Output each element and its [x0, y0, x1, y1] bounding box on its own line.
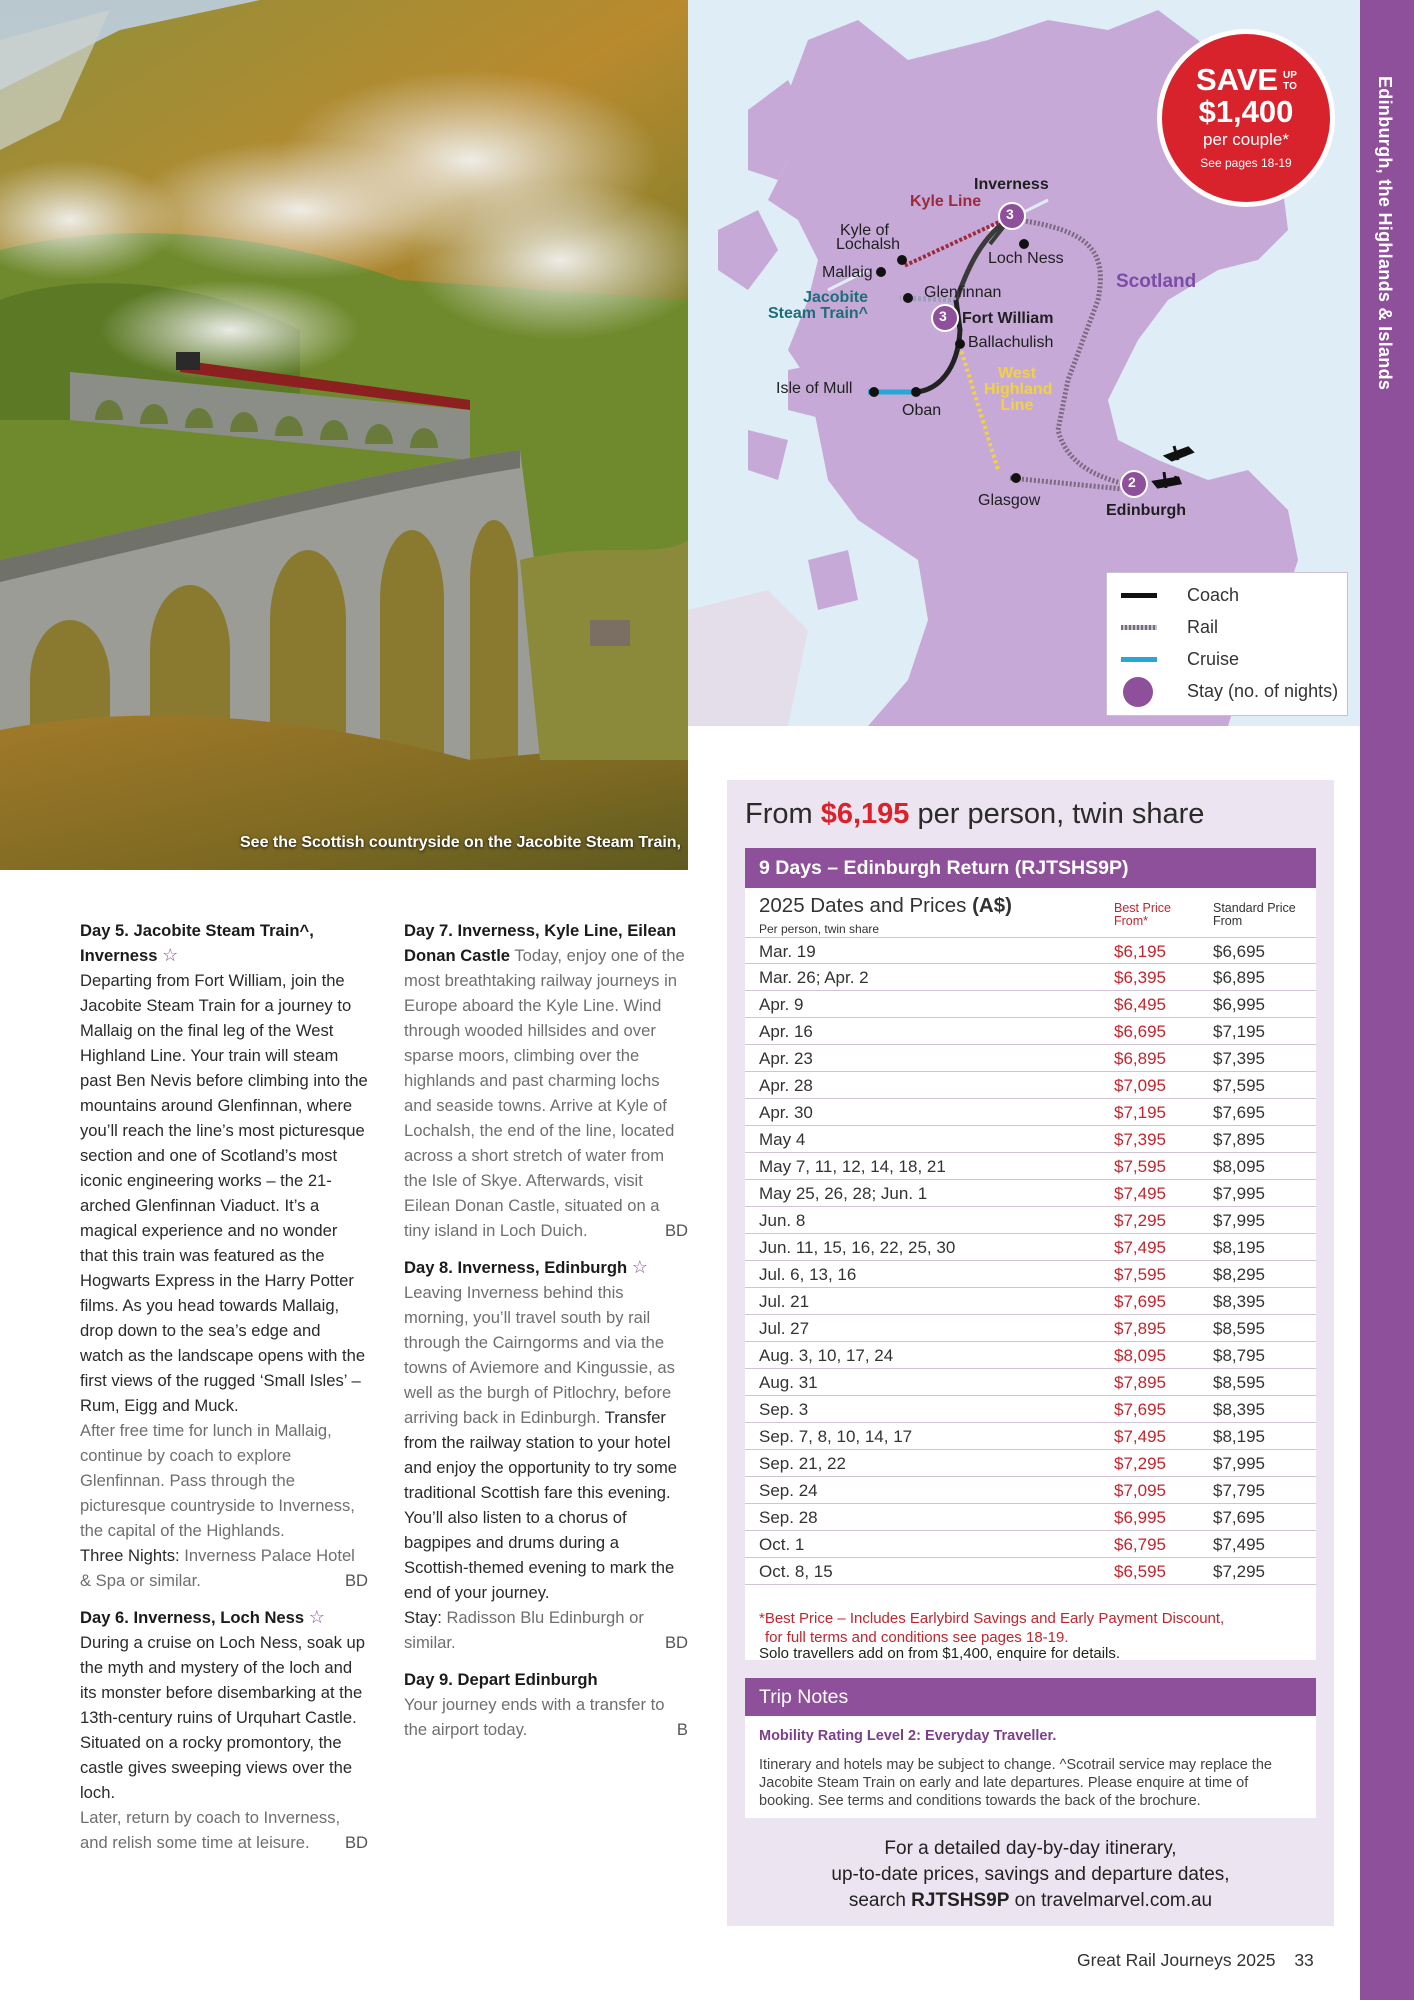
legend-cruise — [1121, 645, 1345, 673]
day-9-title: Day 9. Depart Edinburgh — [404, 1670, 598, 1689]
from-prefix: From — [745, 798, 813, 830]
table-currency: (A$) — [972, 894, 1012, 917]
row-best-price: $7,495 — [1114, 1238, 1166, 1257]
star-icon: ☆ — [162, 945, 179, 965]
row-standard-price: $7,395 — [1213, 1049, 1265, 1068]
row-standard-price: $7,895 — [1213, 1130, 1265, 1149]
table-title-text: 2025 Dates and Prices — [759, 894, 967, 917]
rail-swatch-icon — [1121, 625, 1157, 630]
map-label-jacobite: Jacobite — [803, 289, 868, 306]
map-label-edinburgh: Edinburgh — [1106, 502, 1186, 519]
row-standard-price: $8,195 — [1213, 1427, 1265, 1446]
photo-caption: See the Scottish countryside on the Jacobite Steam Train, — [240, 834, 681, 851]
from-suffix: per person, twin share — [917, 798, 1205, 830]
day-7-meals: BD — [664, 1221, 688, 1240]
legend-rail-label: Rail — [1187, 617, 1219, 637]
cruise-swatch-icon — [1121, 657, 1157, 662]
map-label-line: Line — [1000, 397, 1034, 414]
hero-photo — [0, 0, 688, 870]
row-date: Jul. 27 — [759, 1319, 810, 1338]
table-row — [745, 1342, 1316, 1369]
row-standard-price: $8,795 — [1213, 1346, 1265, 1365]
solo-traveller-note: Solo travellers add on from $1,400, enquire for details. — [759, 1645, 1121, 1662]
legend-cruise-label: Cruise — [1187, 649, 1240, 669]
table-row — [745, 1045, 1316, 1072]
map-label-kyle-of: Kyle of — [840, 222, 889, 239]
map-label-steam-train: Steam Train^ — [767, 305, 868, 322]
day-5-stay-label: Three Nights: — [80, 1546, 180, 1565]
map-label-ballachulish: Ballachulish — [968, 334, 1054, 351]
badge-per-couple: per couple* — [1202, 130, 1289, 149]
table-row — [745, 1018, 1316, 1045]
row-best-price: $7,695 — [1114, 1400, 1166, 1419]
trip-notes-box — [745, 1716, 1316, 1818]
row-best-price: $6,595 — [1114, 1562, 1166, 1581]
cta-tour-code: RJTSHS9P — [911, 1890, 1010, 1911]
map-label-lochalsh: Lochalsh — [836, 236, 901, 253]
day-7-text-grey: Today, enjoy one of the most breathtaking railway journeys in Europe aboard the Kyle Line. Wind through wooded hillsides and over sparse moors, climbing over the highlands and past charming lochs and seaside towns. Arrive at Kyle of Lochalsh, the end of the line, located across a short stretch of water from the Isle of Skye. Afterwards, visit Eilean Donan Castle, situated on a tiny island in Loch Duich. — [404, 946, 685, 1240]
row-standard-price: $8,395 — [1213, 1292, 1265, 1311]
table-subtitle: Per person, twin share — [759, 922, 880, 936]
save-badge — [1162, 34, 1330, 202]
day-8-stay-hotel: Radisson Blu Edinburgh or similar. — [404, 1608, 644, 1652]
best-price-note-line-2: for full terms and conditions see pages 18-19. — [765, 1629, 1069, 1646]
trip-notes-title: Trip Notes — [745, 1678, 1316, 1716]
table-row — [745, 1558, 1316, 1585]
row-date: Sep. 3 — [759, 1400, 809, 1419]
table-row — [745, 1180, 1316, 1207]
column-header-best-price — [1114, 902, 1204, 928]
mobility-rating: Mobility Rating Level 2: Everyday Traveller. — [759, 1728, 1057, 1744]
from-price-line — [745, 798, 1204, 831]
badge-save-text: SAVE — [1195, 62, 1279, 97]
map-label-inverness: Inverness — [974, 176, 1049, 193]
row-standard-price: $7,195 — [1213, 1022, 1265, 1041]
day-8 — [404, 1255, 688, 1655]
row-date: Aug. 31 — [759, 1373, 818, 1392]
table-row — [745, 1423, 1316, 1450]
cta-search: search — [848, 1890, 906, 1911]
sidebar-title: Edinburgh, the Highlands & Islands — [1375, 76, 1395, 391]
tour-title-bar: 9 Days – Edinburgh Return (RJTSHS9P) — [745, 848, 1316, 888]
row-date: Jun. 11, 15, 16, 22, 25, 30 — [759, 1238, 956, 1257]
call-to-action — [727, 1836, 1334, 1914]
table-row — [745, 1288, 1316, 1315]
day-6-grey-row — [80, 1805, 368, 1855]
day-8-stay-label: Stay: — [404, 1608, 442, 1627]
row-best-price: $6,995 — [1114, 1508, 1166, 1527]
coach-swatch-icon — [1121, 593, 1157, 598]
map-label-west: West — [998, 365, 1036, 382]
table-row — [745, 964, 1316, 991]
row-date: May 7, 11, 12, 14, 18, 21 — [759, 1157, 946, 1176]
row-best-price: $7,495 — [1114, 1184, 1166, 1203]
table-row — [745, 1504, 1316, 1531]
row-date: May 4 — [759, 1130, 806, 1149]
row-standard-price: $8,195 — [1213, 1238, 1265, 1257]
day-6-text: During a cruise on Loch Ness, soak up the myth and mystery of the loch and its monster before disembarking at the 13th-century ruins of Urquhart Castle. Situated on a rocky promontory, the castle gives sweeping views over the loch. — [80, 1633, 366, 1802]
row-standard-price: $7,495 — [1213, 1535, 1265, 1554]
cta-website[interactable]: on travelmarvel.com.au — [1014, 1890, 1213, 1911]
footer-title: Great Rail Journeys 2025 — [1077, 1950, 1276, 1970]
table-row — [745, 1099, 1316, 1126]
table-row — [745, 991, 1316, 1018]
row-best-price: $6,395 — [1114, 968, 1166, 987]
stay-swatch-icon — [1123, 677, 1153, 707]
best-price-note — [759, 1609, 1309, 1647]
table-row — [745, 1234, 1316, 1261]
row-best-price: $6,895 — [1114, 1049, 1166, 1068]
itinerary-column-1 — [80, 918, 368, 1867]
row-standard-price: $7,695 — [1213, 1103, 1265, 1122]
day-6-text-grey: Later, return by coach to Inverness, and relish some time at leisure. — [80, 1808, 341, 1852]
row-date: Sep. 7, 8, 10, 14, 17 — [759, 1427, 913, 1446]
day-8-title: Day 8. Inverness, Edinburgh — [404, 1258, 628, 1277]
row-best-price: $7,895 — [1114, 1319, 1166, 1338]
row-best-price: $7,095 — [1114, 1076, 1166, 1095]
map-label-scotland: Scotland — [1116, 271, 1197, 292]
standard-price-header-1: Standard Price — [1213, 901, 1296, 915]
star-icon: ☆ — [631, 1257, 648, 1277]
stay-count-fort-william: 3 — [939, 308, 947, 324]
map-label-highland: Highland — [984, 381, 1053, 398]
map-label-jacobite-steam-train — [754, 290, 868, 322]
map-label-isle-of-mull: Isle of Mull — [776, 380, 853, 397]
row-date: Mar. 26; Apr. 2 — [759, 968, 869, 987]
price-panel — [727, 780, 1334, 1926]
best-price-header-2: From* — [1114, 914, 1149, 928]
map-label-mallaig: Mallaig — [822, 264, 873, 281]
row-date: Jul. 21 — [759, 1292, 810, 1311]
row-best-price: $7,195 — [1114, 1103, 1166, 1122]
row-best-price: $7,295 — [1114, 1454, 1166, 1473]
day-5-text-grey: After free time for lunch in Mallaig, continue by coach to explore Glenfinnan. Pass through the picturesque countryside to Inverness, the capital of the Highlands. — [80, 1421, 355, 1540]
row-date: Sep. 24 — [759, 1481, 818, 1500]
day-6-title: Day 6. Inverness, Loch Ness — [80, 1608, 305, 1627]
day-7-title: Day 7. Inverness, Kyle Line, Eilean Donan Castle — [404, 921, 677, 965]
cta-line-2: up-to-date prices, savings and departure dates, — [831, 1864, 1230, 1885]
table-title — [759, 894, 1012, 918]
price-table — [745, 888, 1316, 1660]
row-best-price: $6,695 — [1114, 1022, 1166, 1041]
badge-see-pages: See pages 18-19 — [1200, 156, 1292, 170]
row-standard-price: $6,695 — [1213, 942, 1265, 961]
day-6 — [80, 1605, 368, 1855]
map-legend — [1106, 572, 1348, 716]
row-standard-price: $7,695 — [1213, 1508, 1265, 1527]
row-best-price: $7,895 — [1114, 1373, 1166, 1392]
map-label-glasgow: Glasgow — [978, 492, 1041, 509]
row-standard-price: $7,795 — [1213, 1481, 1265, 1500]
table-row — [745, 1072, 1316, 1099]
legend-coach — [1121, 581, 1345, 609]
table-row — [745, 1315, 1316, 1342]
table-row — [745, 1126, 1316, 1153]
row-best-price: $7,395 — [1114, 1130, 1166, 1149]
row-best-price: $8,095 — [1114, 1346, 1166, 1365]
map-label-fort-william: Fort William — [962, 310, 1054, 327]
row-standard-price: $8,395 — [1213, 1400, 1265, 1419]
legend-stay-label: Stay (no. of nights) — [1187, 681, 1339, 701]
row-best-price: $6,495 — [1114, 995, 1166, 1014]
trip-notes-text: Itinerary and hotels may be subject to change. ^Scotrail service may replace the Jacobite Steam Train on early and late departures. Please enquire at time of booking. See terms and conditions towards the back of the brochure. — [759, 1757, 1272, 1809]
row-date: Apr. 23 — [759, 1049, 813, 1068]
table-row — [745, 1396, 1316, 1423]
row-standard-price: $7,295 — [1213, 1562, 1265, 1581]
day-8-text-grey: Leaving Inverness behind this morning, you’ll travel south by rail through the Cairngorms and via the towns of Aviemore and Kingussie, as well as the burgh of Pitlochry, before arriving back in Edinburgh. — [404, 1283, 675, 1427]
row-date: Oct. 1 — [759, 1535, 805, 1554]
row-date: Sep. 28 — [759, 1508, 818, 1527]
row-standard-price: $8,095 — [1213, 1157, 1265, 1176]
row-date: Sep. 21, 22 — [759, 1454, 846, 1473]
legend-coach-label: Coach — [1187, 585, 1240, 605]
row-date: Mar. 19 — [759, 942, 816, 961]
badge-amount: $1,400 — [1198, 94, 1294, 129]
day-9-meals: B — [676, 1720, 688, 1739]
day-6-meals: BD — [344, 1833, 368, 1852]
row-standard-price: $8,295 — [1213, 1265, 1265, 1284]
row-best-price: $6,195 — [1114, 942, 1166, 961]
row-best-price: $6,795 — [1114, 1535, 1166, 1554]
map-label-oban: Oban — [902, 402, 942, 419]
legend-rail — [1121, 613, 1345, 641]
row-standard-price: $8,595 — [1213, 1319, 1265, 1338]
table-row — [745, 1153, 1316, 1180]
itinerary-column-2 — [404, 918, 688, 1754]
row-standard-price: $7,995 — [1213, 1184, 1265, 1203]
page-footer — [1077, 1950, 1314, 1971]
table-row — [745, 937, 1316, 964]
row-standard-price: $7,995 — [1213, 1211, 1265, 1230]
day-5-stay — [80, 1543, 368, 1593]
row-standard-price: $7,995 — [1213, 1454, 1265, 1473]
row-date: May 25, 26, 28; Jun. 1 — [759, 1184, 928, 1203]
day-7 — [404, 918, 688, 1243]
day-5-text: Departing from Fort William, join the Jacobite Steam Train for a journey to Mallaig on the final leg of the West Highland Line. Your train will steam past Ben Nevis before climbing into the mountains around Glenfinnan, where you’ll reach the line’s most picturesque section and one of Scotland’s most iconic engineering works – the 21-arched Glenfinnan Viaduct. It’s a magical experience and no wonder that this train was featured as the Hogwarts Express in the Harry Potter films. As you head towards Mallaig, drop down to the sea’s edge and watch as the landscape opens with the first views of the rugged ‘Small Isles’ – Rum, Eigg and Muck. — [80, 971, 368, 1415]
row-standard-price: $6,895 — [1213, 968, 1265, 987]
stay-count-edinburgh: 2 — [1128, 474, 1136, 490]
map-label-west-highland-line — [984, 365, 1053, 414]
day-5-stay-hotel: Inverness Palace Hotel & Spa or similar. — [80, 1546, 355, 1590]
cta-line-1: For a detailed day-by-day itinerary, — [884, 1838, 1177, 1859]
table-row — [745, 1477, 1316, 1504]
day-5-title: Day 5. Jacobite Steam Train^, Inverness — [80, 921, 314, 965]
table-row — [745, 1261, 1316, 1288]
map-label-kyle-line: Kyle Line — [910, 193, 982, 210]
day-9 — [404, 1667, 688, 1742]
row-best-price: $7,495 — [1114, 1427, 1166, 1446]
stay-count-inverness: 3 — [1006, 206, 1014, 222]
row-standard-price: $8,595 — [1213, 1373, 1265, 1392]
legend-stay — [1121, 677, 1345, 705]
row-date: Apr. 30 — [759, 1103, 813, 1122]
row-date: Oct. 8, 15 — [759, 1562, 833, 1581]
star-icon: ☆ — [308, 1607, 325, 1627]
day-5-meals: BD — [344, 1571, 368, 1590]
row-date: Apr. 16 — [759, 1022, 813, 1041]
map-label-glenfinnan: Glenfinnan — [924, 284, 1002, 301]
row-date: Apr. 28 — [759, 1076, 813, 1095]
day-9-text-grey: Your journey ends with a transfer to the airport today. — [404, 1695, 665, 1739]
badge-up-to: UP TO — [1283, 70, 1297, 92]
column-header-standard-price — [1213, 902, 1313, 928]
day-8-text: Transfer from the railway station to your hotel and enjoy the opportunity to try some traditional Scottish fare this evening. You’ll also listen to a chorus of bagpipes and drums during a Scottish-themed evening to mark the end of your journey. — [404, 1408, 678, 1602]
best-price-note-line-1: *Best Price – Includes Earlybird Savings and Early Payment Discount, — [759, 1610, 1225, 1627]
row-best-price: $7,695 — [1114, 1292, 1166, 1311]
table-row — [745, 1450, 1316, 1477]
standard-price-header-2: From — [1213, 914, 1243, 928]
day-9-row — [404, 1692, 688, 1742]
row-standard-price: $7,595 — [1213, 1076, 1265, 1095]
price-rows — [745, 937, 1316, 1585]
row-date: Jun. 8 — [759, 1211, 806, 1230]
table-row — [745, 1531, 1316, 1558]
best-price-header-1: Best Price — [1114, 901, 1171, 915]
row-date: Jul. 6, 13, 16 — [759, 1265, 857, 1284]
row-best-price: $7,595 — [1114, 1157, 1166, 1176]
cta-line-3 — [727, 1888, 1334, 1914]
day-5 — [80, 918, 368, 1593]
day-8-meals: BD — [664, 1633, 688, 1652]
page-number: 33 — [1294, 1950, 1314, 1970]
map-label-loch-ness: Loch Ness — [988, 250, 1064, 267]
row-date: Aug. 3, 10, 17, 24 — [759, 1346, 894, 1365]
row-date: Apr. 9 — [759, 995, 804, 1014]
day-8-stay — [404, 1605, 688, 1655]
row-standard-price: $6,995 — [1213, 995, 1265, 1014]
glenfinnan-viaduct-illustration — [0, 0, 688, 870]
row-best-price: $7,595 — [1114, 1265, 1166, 1284]
table-row — [745, 1207, 1316, 1234]
row-best-price: $7,095 — [1114, 1481, 1166, 1500]
from-amount: $6,195 — [820, 798, 910, 830]
table-row — [745, 1369, 1316, 1396]
row-best-price: $7,295 — [1114, 1211, 1166, 1230]
